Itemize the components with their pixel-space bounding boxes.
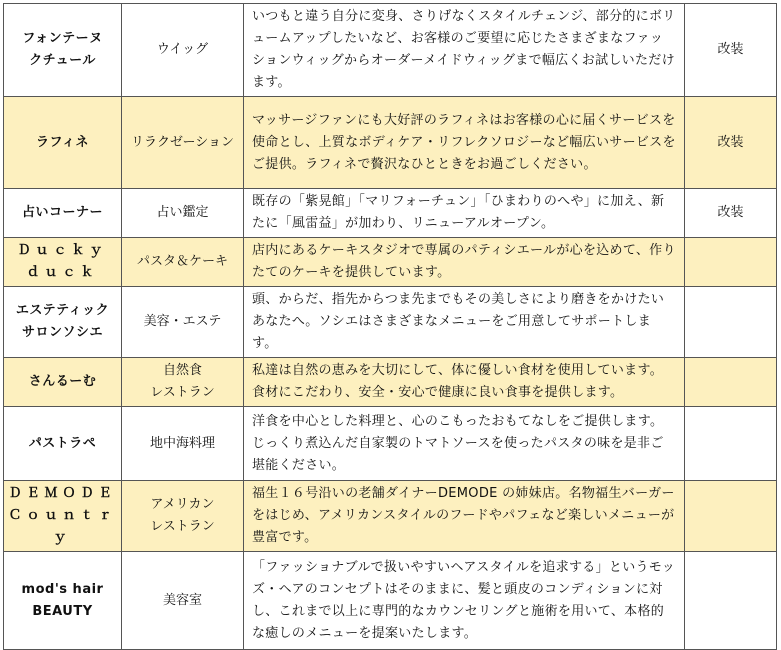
table-row	[4, 287, 777, 358]
table-row	[4, 481, 777, 552]
table-row	[4, 4, 777, 97]
shop-description: 私達は自然の恵みを大切にして、体に優しい食材を使用しています。食材にこだわり、安全・安心で健康に良い食事を提供します。	[244, 358, 685, 407]
shop-note	[685, 358, 777, 407]
shop-description: 既存の「紫晃館」「マリフォーチュン」「ひまわりのへや」に加え、新たに「風雷益」が加わり、リニューアルオープン。	[244, 189, 685, 238]
shop-category: 地中海料理	[122, 407, 244, 481]
shop-note: 改装	[685, 189, 777, 238]
table-row	[4, 238, 777, 287]
shop-note	[685, 238, 777, 287]
shop-note	[685, 552, 777, 650]
shop-description: マッサージファンにも大好評のラフィネはお客様の心に届くサービスを使命とし、上質なボディケア・リフレクソロジーなど幅広いサービスをご提供。ラフィネで贅沢なひとときをお過ごしください。	[244, 97, 685, 189]
shop-name: さんるーむ	[4, 358, 122, 407]
shop-note	[685, 407, 777, 481]
table-row	[4, 358, 777, 407]
shop-category: リラクゼーション	[122, 97, 244, 189]
shop-note: 改装	[685, 4, 777, 97]
table-row	[4, 189, 777, 238]
shop-note: 改装	[685, 97, 777, 189]
shop-category: 占い鑑定	[122, 189, 244, 238]
shop-name: Ｄｕｃｋｙ ｄｕｃｋ	[4, 238, 122, 287]
shop-category: 美容室	[122, 552, 244, 650]
shop-name: ＤＥＭＯＤＥ Ｃｏｕｎｔｒｙ	[4, 481, 122, 552]
shop-name: フォンテーヌ クチュール	[4, 4, 122, 97]
table-row	[4, 407, 777, 481]
shop-category: パスタ＆ケーキ	[122, 238, 244, 287]
shop-description: 頭、からだ、指先からつま先までもその美しさにより磨きをかけたいあなたへ。ソシエはさまざまなメニューをご用意してサポートします。	[244, 287, 685, 358]
shop-table	[3, 3, 777, 650]
shop-note	[685, 287, 777, 358]
shop-category: ウイッグ	[122, 4, 244, 97]
shop-description: いつもと違う自分に変身、さりげなくスタイルチェンジ、部分的にボリュームアップしたいなど、お客様のご要望に応じたさまざまなファッションウィッグからオーダーメイドウィッグまで幅広くお試しいただけます。	[244, 4, 685, 97]
shop-category: 自然食 レストラン	[122, 358, 244, 407]
shop-name: mod's hair BEAUTY	[4, 552, 122, 650]
shop-description: 店内にあるケーキスタジオで専属のパティシエールが心を込めて、作りたてのケーキを提供しています。	[244, 238, 685, 287]
shop-description: 「ファッショナブルで扱いやすいヘアスタイルを追求する」というモッズ・ヘアのコンセプトはそのままに、髪と頭皮のコンディションに対し、これまで以上に専門的なカウンセリングと施術を用いて、本格的な癒しのメニューを提案いたします。	[244, 552, 685, 650]
shop-category: アメリカン レストラン	[122, 481, 244, 552]
shop-name: エステティック サロンソシエ	[4, 287, 122, 358]
shop-name: パストラペ	[4, 407, 122, 481]
shop-name: ラフィネ	[4, 97, 122, 189]
shop-note	[685, 481, 777, 552]
shop-description: 福生１６号沿いの老舗ダイナーDEMODE の姉妹店。名物福生バーガーをはじめ、アメリカンスタイルのフードやパフェなど楽しいメニューが豊富です。	[244, 481, 685, 552]
shop-category: 美容・エステ	[122, 287, 244, 358]
table-row	[4, 552, 777, 650]
table-row	[4, 97, 777, 189]
shop-description: 洋食を中心とした料理と、心のこもったおもてなしをご提供します。じっくり煮込んだ自家製のトマトソースを使ったパスタの味を是非ご堪能ください。	[244, 407, 685, 481]
shop-name: 占いコーナー	[4, 189, 122, 238]
